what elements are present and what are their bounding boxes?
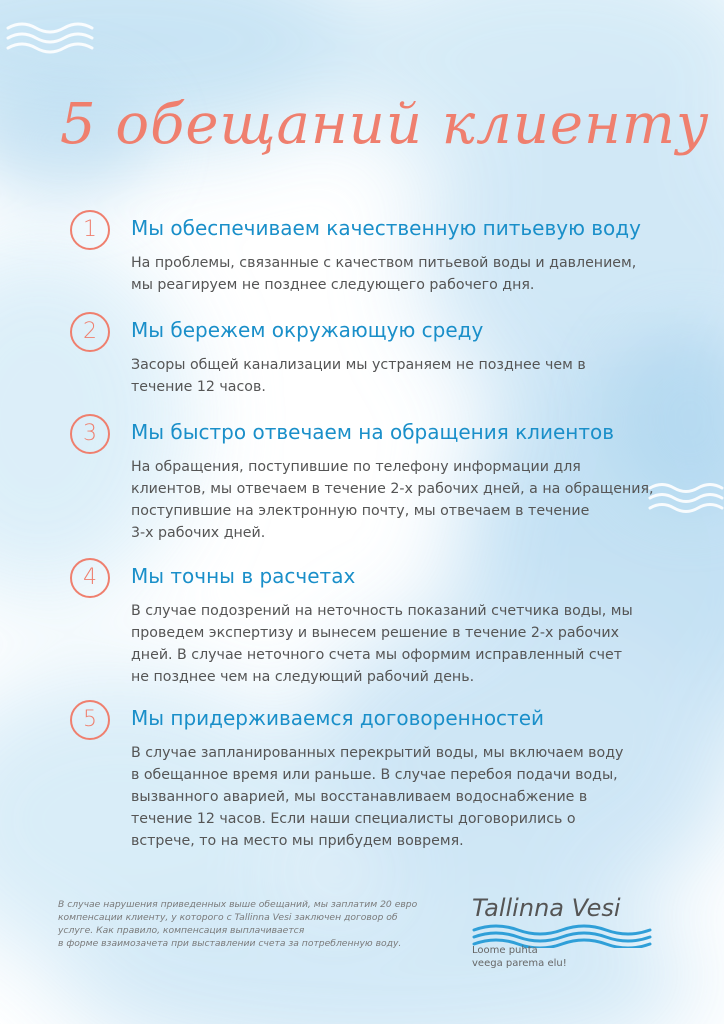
tallinna-vesi-logo — [470, 894, 680, 974]
promise-text — [131, 600, 671, 688]
promise-text-line: встрече, то на место мы прибудем вовремя. — [131, 833, 464, 849]
promise-text-line: клиентов, мы отвечаем в течение 2-х рабочих дней, а на обращения, — [131, 481, 654, 497]
promise-text-line: вызванного аварией, мы восстанавливаем водоснабжение в — [131, 789, 588, 805]
slogan-line: Loome puhta — [472, 945, 538, 956]
promise-title: Мы бережем окружающую среду — [131, 318, 484, 342]
promise-text — [131, 354, 671, 398]
promise-number-badge: 3 — [70, 414, 110, 454]
promise-title: Мы точны в расчетах — [131, 564, 356, 588]
promise-text-line: На проблемы, связанные с качеством питьевой воды и давлением, — [131, 255, 637, 271]
logo-name: Tallinna Vesi — [472, 894, 621, 922]
footnote-line: услуге. Как правило, компенсация выплачивается — [58, 925, 305, 936]
promise-number-badge: 5 — [70, 700, 110, 740]
footnote-line: в форме взаимозачета при выставлении счета за потребленную воду. — [58, 938, 402, 949]
promise-text-line: На обращения, поступившие по телефону информации для — [131, 459, 581, 475]
promise-title: Мы обеспечиваем качественную питьевую воду — [131, 216, 641, 240]
promise-title: Мы быстро отвечаем на обращения клиентов — [131, 420, 614, 444]
promise-text-line: В случае подозрений на неточность показаний счетчика воды, мы — [131, 603, 633, 619]
promise-text — [131, 252, 671, 296]
promise-text-line: в обещанное время или раньше. В случае перебоя подачи воды, — [131, 767, 618, 783]
promise-text-line: дней. В случае неточного счета мы оформим исправленный счет — [131, 647, 623, 663]
promise-text — [131, 742, 671, 852]
promise-title: Мы придерживаемся договоренностей — [131, 706, 545, 730]
promise-text-line: 3-х рабочих дней. — [131, 525, 266, 541]
promise-text-line: не позднее чем на следующий рабочий день. — [131, 669, 475, 685]
promise-text-line: Засоры общей канализации мы устраняем не позднее чем в — [131, 357, 586, 373]
promise-text-line: поступившие на электронную почту, мы отвечаем в течение — [131, 503, 590, 519]
promise-number-badge: 4 — [70, 558, 110, 598]
promise-text — [131, 456, 671, 544]
slogan-line: veega parema elu! — [472, 958, 567, 969]
logo-slogan — [472, 944, 567, 970]
promise-text-line: течение 12 часов. Если наши специалисты договорились о — [131, 811, 576, 827]
page-title: 5 обещаний клиенту — [60, 92, 710, 157]
compensation-footnote — [58, 898, 438, 950]
promise-text-line: В случае запланированных перекрытий воды, мы включаем воду — [131, 745, 624, 761]
footnote-line: компенсации клиенту, у которого с Tallinna Vesi заключен договор об — [58, 912, 398, 923]
footnote-line: В случае нарушения приведенных выше обещаний, мы заплатим 20 евро — [58, 899, 418, 910]
promise-text-line: течение 12 часов. — [131, 379, 266, 395]
promise-text-line: проведем экспертизу и вынесем решение в течение 2-х рабочих — [131, 625, 620, 641]
promise-text-line: мы реагируем не позднее следующего рабочего дня. — [131, 277, 535, 293]
promise-number-badge: 2 — [70, 312, 110, 352]
promise-number-badge: 1 — [70, 210, 110, 250]
